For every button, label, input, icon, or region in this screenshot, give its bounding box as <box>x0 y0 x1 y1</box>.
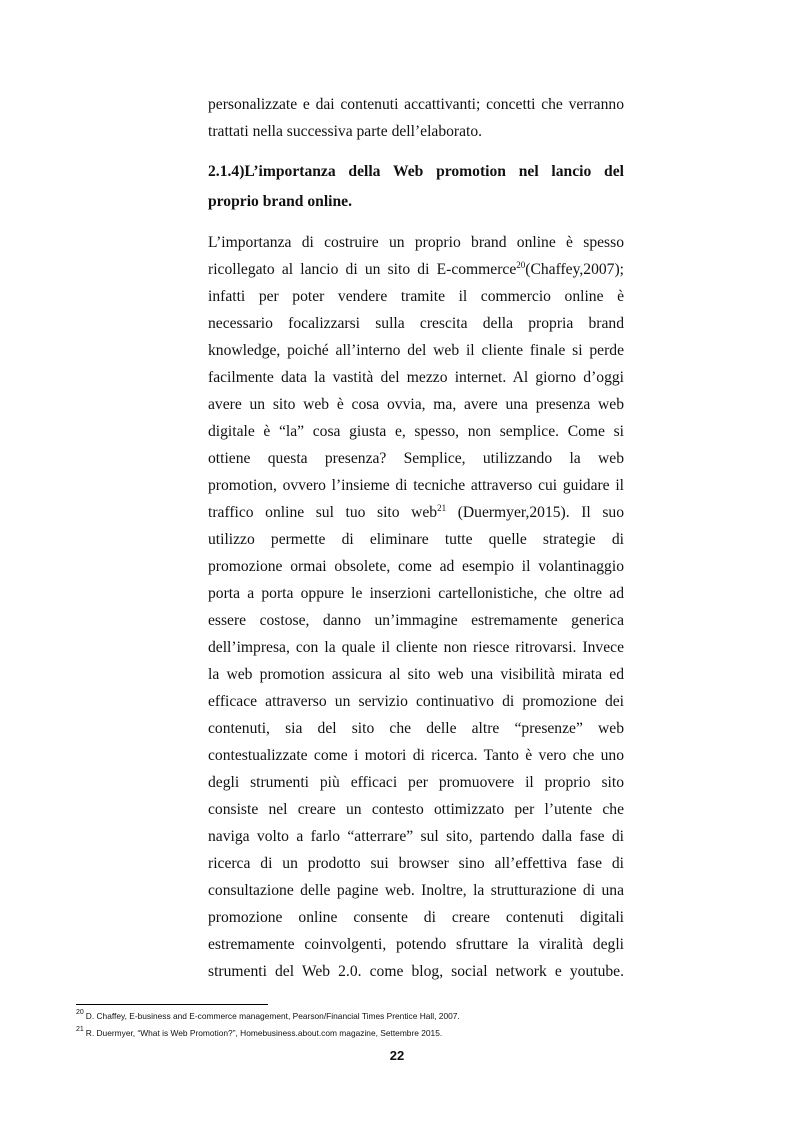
footnote-divider <box>76 1004 268 1005</box>
footnote-number: 21 <box>76 1026 84 1033</box>
body-line-9: ottiene questa presenza? Semplice, utilizzando la web <box>208 450 624 467</box>
body-text: ricollegato al lancio di un sito di E-commerce <box>208 261 517 278</box>
body-line-28: strumenti del Web 2.0. come blog, social network e youtube. <box>208 963 624 980</box>
body-line-7: avere un sito web è cosa ovvia, ma, avere una presenza web <box>208 396 624 413</box>
body-line-21: degli strumenti più efficaci per promuovere il proprio sito <box>208 774 624 791</box>
body-line-8: digitale è “la” cosa giusta e, spesso, non semplice. Come si <box>208 423 624 440</box>
body-line-3: infatti per poter vendere tramite il commercio online è <box>208 288 624 305</box>
body-line-26: promozione online consente di creare contenuti digitali <box>208 909 624 926</box>
body-text: (Duermyer,2015). Il suo <box>446 504 624 521</box>
footnote-number: 20 <box>76 1009 84 1016</box>
body-line-17: la web promotion assicura al sito web una visibilità mirata ed <box>208 666 624 683</box>
body-line-19: contenuti, sia del sito che delle altre “presenze” web <box>208 720 624 737</box>
body-line-1: L’importanza di costruire un proprio brand online è spesso <box>208 234 624 251</box>
footnote-21 <box>76 1028 442 1039</box>
footnote-text: D. Chaffey, E-business and E-commerce management, Pearson/Financial Times Prentice Hall, 2007. <box>85 1011 460 1021</box>
body-line-18: efficace attraverso un servizio continuativo di promozione dei <box>208 693 624 710</box>
body-line-2 <box>208 260 624 280</box>
body-line-13: promozione ormai obsolete, come ad esempio il volantinaggio <box>208 558 624 575</box>
body-line-14: porta a porta oppure le inserzioni cartellonistiche, che oltre ad <box>208 585 624 602</box>
intro-line-1: personalizzate e dai contenuti accattivanti; concetti che verranno <box>208 96 624 113</box>
body-line-23: naviga volto a farlo “atterrare” sul sito, partendo dalla fase di <box>208 828 624 845</box>
body-text: traffico online sul tuo sito web <box>208 504 438 521</box>
section-heading-line-2: proprio brand online. <box>208 193 352 210</box>
page-number: 22 <box>389 1048 405 1063</box>
footnote-ref-20[interactable]: 20 <box>516 260 526 270</box>
body-line-22: consiste nel creare un contesto ottimizzato per l’utente che <box>208 801 624 818</box>
body-line-12: utilizzo permette di eliminare tutte quelle strategie di <box>208 531 624 548</box>
body-line-24: ricerca di un prodotto sui browser sino all’effettiva fase di <box>208 855 624 872</box>
body-line-4: necessario focalizzarsi sulla crescita della propria brand <box>208 315 624 332</box>
body-line-11 <box>208 503 624 523</box>
footnote-text: R. Duermyer, “What is Web Promotion?”, Homebusiness.about.com magazine, Settembre 2015. <box>85 1028 443 1038</box>
body-line-20: contestualizzate come i motori di ricerca. Tanto è vero che uno <box>208 747 624 764</box>
body-line-16: dell’impresa, con la quale il cliente non riesce ritrovarsi. Invece <box>208 639 624 656</box>
body-line-27: estremamente coinvolgenti, potendo sfruttare la viralità degli <box>208 936 624 953</box>
body-line-10: promotion, ovvero l’insieme di tecniche attraverso cui guidare il <box>208 477 624 494</box>
body-line-15: essere costose, danno un’immagine estremamente generica <box>208 612 624 629</box>
footnote-20 <box>76 1011 460 1022</box>
body-line-6: facilmente data la vastità del mezzo internet. Al giorno d’oggi <box>208 369 624 386</box>
intro-line-2: trattati nella successiva parte dell’elaborato. <box>208 123 483 140</box>
body-text: (Chaffey,2007); <box>525 261 624 278</box>
footnote-ref-21[interactable]: 21 <box>437 503 447 513</box>
section-heading-line-1: 2.1.4)L’importanza della Web promotion nel lancio del <box>208 163 624 180</box>
body-line-25: consultazione delle pagine web. Inoltre, la strutturazione di una <box>208 882 624 899</box>
body-line-5: knowledge, poiché all’interno del web il cliente finale si perde <box>208 342 624 359</box>
